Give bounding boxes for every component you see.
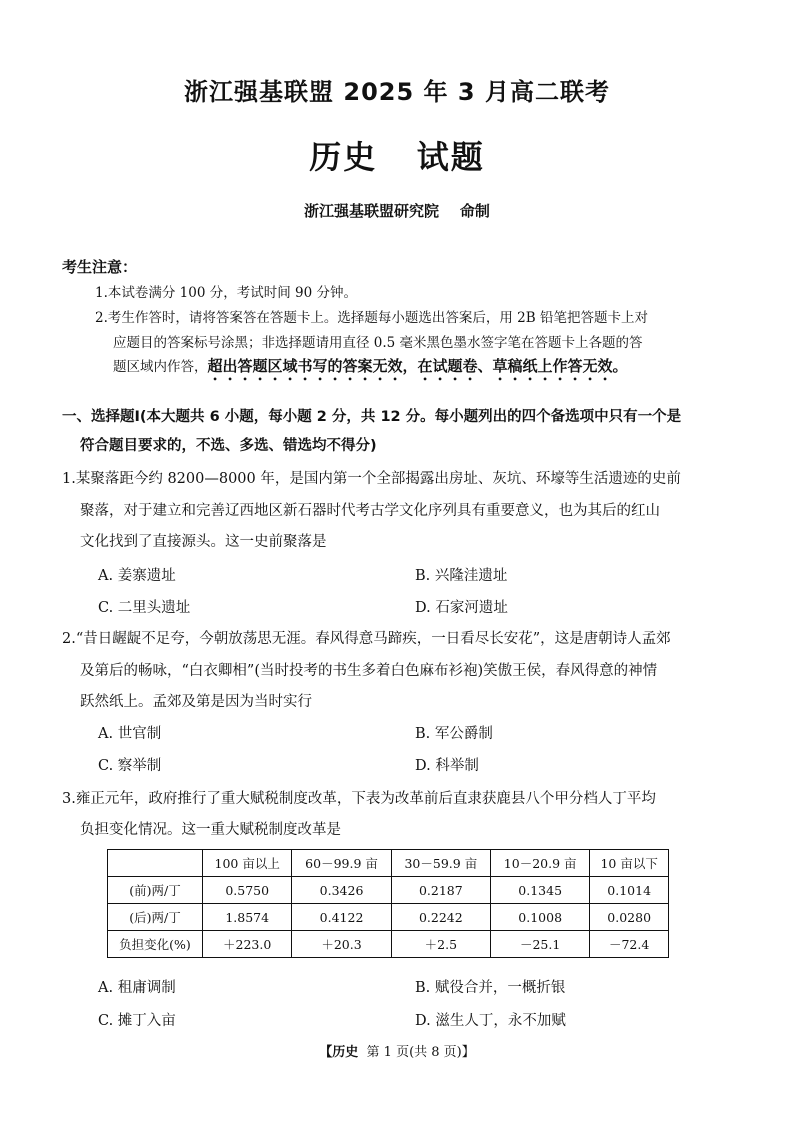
question-2-line-3: 跃然纸上。孟郊及第是因为当时实行	[80, 694, 312, 710]
footer-subject: 【历史	[319, 1045, 359, 1060]
table-row	[108, 904, 669, 931]
question-2-option-a: A. 世官制	[98, 726, 162, 742]
notice-heading: 考生注意：	[62, 258, 138, 276]
question-1-option-c: C. 二里头遗址	[98, 600, 191, 616]
table-cell: －72.4	[590, 931, 669, 958]
notice-emphasis-text: 超出答题区域书写的答案无效，在试题卷、草稿纸上作答无效。	[207, 357, 628, 375]
table-row	[108, 877, 669, 904]
question-3-line-2: 负担变化情况。这一重大赋税制度改革是	[80, 822, 341, 838]
question-2-option-b: B. 军公爵制	[415, 726, 493, 742]
question-1-option-a: A. 姜寨遗址	[98, 568, 176, 584]
question-2-option-c: C. 察举制	[98, 758, 162, 774]
table-cell: (前)两/丁	[108, 877, 203, 904]
table-cell: 60－99.9 亩	[292, 850, 391, 877]
publisher-line: 浙江强基联盟研究院 命制	[304, 202, 490, 220]
table-cell: 0.2187	[391, 877, 490, 904]
table-cell: 1.8574	[203, 904, 292, 931]
section-heading-line-1: 一、选择题Ⅰ(本大题共 6 小题，每小题 2 分，共 12 分。每小题列出的四个备选项中只有一个是	[62, 409, 682, 425]
table-cell: ＋223.0	[203, 931, 292, 958]
table-row	[108, 931, 669, 958]
notice-item-2-line-2: 应题目的答案标号涂黑；非选择题请用直径 0.5 毫米黑色墨水签字笔在答题卡上各题的答	[113, 335, 643, 351]
question-3-option-d: D. 滋生人丁，永不加赋	[415, 1013, 566, 1029]
table-cell: 负担变化(%)	[108, 931, 203, 958]
table-cell: 100 亩以上	[203, 850, 292, 877]
question-3-line-1: 3.雍正元年，政府推行了重大赋税制度改革，下表为改革前后直隶获鹿县八个甲分档人丁平均	[62, 791, 656, 807]
table-cell: 0.3426	[292, 877, 391, 904]
question-1-line-3: 文化找到了直接源头。这一史前聚落是	[80, 534, 327, 550]
table-cell: (后)两/丁	[108, 904, 203, 931]
notice-item-2-line-1: 2.考生作答时，请将答案答在答题卡上。选择题每小题选出答案后，用 2B 铅笔把答题卡上对	[95, 310, 648, 326]
table-cell: 0.1008	[491, 904, 590, 931]
question-3-option-a: A. 租庸调制	[98, 980, 176, 996]
exam-title: 浙江强基联盟 2025 年 3 月高二联考	[184, 78, 610, 106]
table-cell: 0.0280	[590, 904, 669, 931]
table-cell: 0.1345	[491, 877, 590, 904]
notice-item-2-line-3	[113, 355, 628, 384]
question-1-line-2: 聚落，对于建立和完善辽西地区新石器时代考古学文化序列具有重要意义，也为其后的红山	[80, 503, 660, 519]
question-2-line-2: 及第后的畅咏，“白衣卿相”(当时投考的书生多着白色麻布衫袍)笑傲王侯，春风得意的神情	[80, 663, 658, 679]
table-cell: 10－20.9 亩	[491, 850, 590, 877]
table-cell: ＋2.5	[391, 931, 490, 958]
section-heading-line-2: 符合题目要求的，不选、多选、错选均不得分)	[80, 438, 377, 454]
question-3-option-b: B. 赋役合并，一概折银	[415, 980, 566, 996]
table-header-row	[108, 850, 669, 877]
table-cell: ＋20.3	[292, 931, 391, 958]
subject-title: 历史 试题	[309, 138, 485, 176]
question-2-line-1: 2.“昔日龌龊不足夸，今朝放荡思无涯。春风得意马蹄疾，一日看尽长安花”，这是唐朝诗人孟郊	[62, 631, 671, 647]
notice-plain-text: 题区域内作答，	[113, 359, 208, 375]
notice-item-1: 1.本试卷满分 100 分，考试时间 90 分钟。	[95, 285, 357, 301]
question-1-option-b: B. 兴隆洼遗址	[415, 568, 508, 584]
page-footer	[0, 1041, 794, 1060]
table-cell: 0.1014	[590, 877, 669, 904]
table-cell	[108, 850, 203, 877]
tax-burden-table	[107, 849, 669, 958]
question-2-option-d: D. 科举制	[415, 758, 479, 774]
footer-page-number: 第 1 页(共 8 页)】	[366, 1045, 475, 1060]
question-1-option-d: D. 石家河遗址	[415, 600, 508, 616]
table-cell: 0.5750	[203, 877, 292, 904]
table-cell: 30－59.9 亩	[391, 850, 490, 877]
table-cell: 10 亩以下	[590, 850, 669, 877]
table-cell: 0.4122	[292, 904, 391, 931]
table-cell: －25.1	[491, 931, 590, 958]
table-cell: 0.2242	[391, 904, 490, 931]
question-1-line-1: 1.某聚落距今约 8200—8000 年，是国内第一个全部揭露出房址、灰坑、环壕等生活遗迹的史前	[62, 471, 681, 487]
question-3-option-c: C. 摊丁入亩	[98, 1013, 176, 1029]
